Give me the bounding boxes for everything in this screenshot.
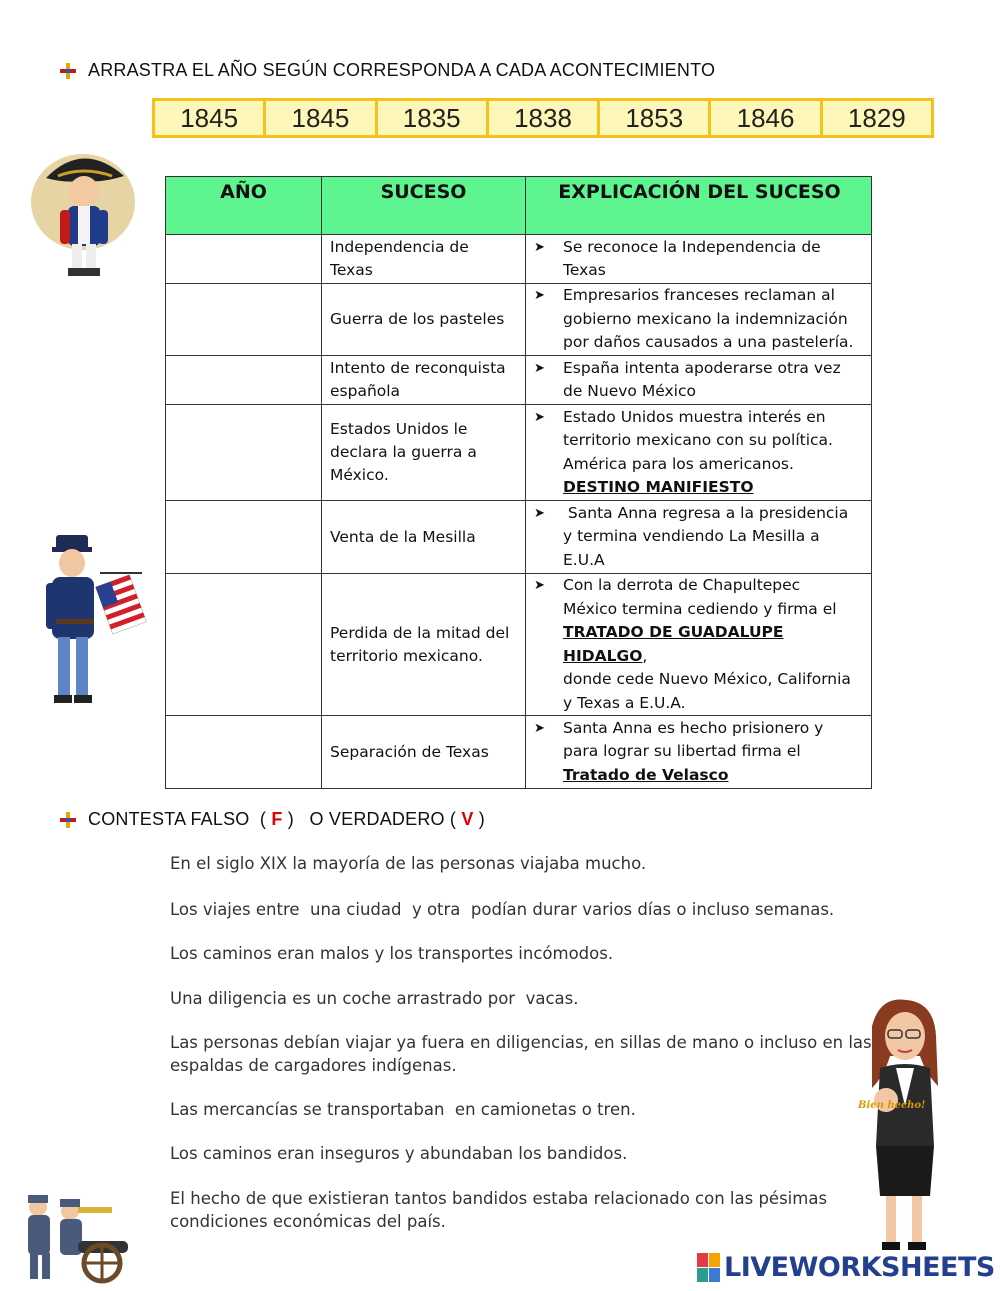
- year-drop-zone[interactable]: [166, 405, 322, 501]
- event-line: declara la guerra a: [330, 443, 477, 461]
- arrow-bullet-icon: ➤: [534, 409, 545, 425]
- table-row: [166, 716, 872, 789]
- bullet-icon: [58, 810, 78, 830]
- year-chip[interactable]: 1838: [489, 101, 600, 135]
- explanation-line: España intenta apoderarse otra vez: [563, 358, 841, 377]
- explanation-line: Texas: [563, 261, 606, 279]
- explanation-line: Santa Anna regresa a la presidencia: [563, 503, 849, 522]
- explanation-line: México termina cediendo y firma el: [563, 599, 837, 618]
- table-row: [166, 501, 872, 574]
- event-line: Perdida de la mitad del: [330, 623, 510, 642]
- table-row: [166, 356, 872, 405]
- arrow-bullet-icon: ➤: [534, 720, 545, 736]
- event-line: Separación de Texas: [330, 742, 489, 761]
- explanation-line: Estado Unidos muestra interés en: [563, 407, 826, 426]
- table-header-row: [166, 177, 872, 235]
- table-row: [166, 405, 872, 501]
- event-line: Estados Unidos le: [330, 420, 468, 438]
- explanation-line: Santa Anna es hecho prisionero y: [563, 718, 824, 737]
- soldier-bicorne-illustration: [28, 140, 138, 287]
- explanation-cell: [526, 716, 872, 789]
- arrow-bullet-icon: ➤: [534, 505, 545, 521]
- table-row: [166, 574, 872, 716]
- explanation-line: de Nuevo México: [563, 382, 696, 400]
- event-line: Intento de reconquista: [330, 359, 506, 377]
- instruction-drag-years: [58, 60, 715, 81]
- event-cell: [322, 284, 526, 356]
- event-cell: [322, 716, 526, 789]
- explanation-line: y Texas a E.U.A.: [563, 693, 686, 712]
- explanation-bold-term: TRATADO DE GUADALUPE HIDALGO: [563, 623, 784, 665]
- year-drop-zone[interactable]: [166, 235, 322, 284]
- explanation-line: territorio mexicano con su política.: [563, 431, 833, 449]
- year-drop-zone[interactable]: [166, 501, 322, 574]
- explanation-cell: [526, 356, 872, 405]
- false-label: F: [271, 809, 283, 829]
- year-chip[interactable]: 1845: [266, 101, 377, 135]
- statement[interactable]: El hecho de que existieran tantos bandidos estaba relacionado con las pésimas: [170, 1189, 828, 1208]
- event-cell: [322, 574, 526, 716]
- union-soldier-flag-illustration: [42, 533, 152, 713]
- year-drop-zone[interactable]: [166, 284, 322, 356]
- bullet-icon: [58, 61, 78, 81]
- year-drop-zone[interactable]: [166, 716, 322, 789]
- table-row: [166, 235, 872, 284]
- explanation-line: por daños causados a una pastelería.: [563, 333, 854, 352]
- explanation-line: América para los americanos.: [563, 454, 794, 473]
- statement[interactable]: condiciones económicas del país.: [170, 1212, 446, 1231]
- arrow-bullet-icon: ➤: [534, 239, 545, 255]
- statement[interactable]: Las personas debían viajar ya fuera en diligencias, en sillas de mano o incluso en las: [170, 1033, 872, 1052]
- event-cell: [322, 405, 526, 501]
- event-line: Independencia de: [330, 238, 469, 256]
- events-table: [165, 176, 872, 789]
- event-line: Texas: [330, 261, 373, 279]
- year-bank: [152, 98, 934, 138]
- year-chip[interactable]: 1829: [847, 102, 906, 133]
- statement[interactable]: Los caminos eran inseguros y abundaban los bandidos.: [170, 1144, 628, 1163]
- statement[interactable]: Las mercancías se transportaban en camionetas o tren.: [170, 1100, 636, 1119]
- year-chip[interactable]: 1845: [155, 101, 266, 135]
- instruction-true-false: [58, 809, 485, 830]
- explanation-line: gobierno mexicano la indemnización: [563, 309, 848, 328]
- explanation-bold-term: Tratado de Velasco: [563, 765, 729, 784]
- liveworksheets-logo: [697, 1252, 995, 1283]
- explanation-cell: [526, 501, 872, 574]
- event-line: territorio mexicano.: [330, 646, 483, 665]
- explanation-cell: ➤ Con la derrota de Chapultepec México termina cediendo y firma el TRATADO DE GUADALUPE HIDALGO, donde cede Nuevo México, California y Texas a E.U.A.: [526, 574, 872, 716]
- instruction-text: CONTESTA FALSO (: [88, 809, 272, 829]
- cannon-soldiers-illustration: [18, 1193, 143, 1291]
- event-cell: [322, 501, 526, 574]
- event-line: española: [330, 382, 401, 400]
- explanation-line: Con la derrota de Chapultepec: [563, 576, 801, 594]
- statement[interactable]: Los caminos eran malos y los transportes incómodos.: [170, 944, 614, 963]
- header-event: SUCESO: [322, 177, 526, 235]
- explanation-line: Empresarios franceses reclaman al: [563, 286, 835, 305]
- explanation-cell: [526, 284, 872, 356]
- event-cell: [322, 356, 526, 405]
- arrow-bullet-icon: ➤: [534, 288, 545, 304]
- true-label: V: [461, 809, 474, 829]
- statement[interactable]: Los viajes entre una ciudad y otra podían durar varios días o incluso semanas.: [170, 900, 835, 919]
- header-explanation: EXPLICACIÓN DEL SUCESO: [526, 177, 872, 235]
- explanation-line: y termina vendiendo La Mesilla a: [563, 527, 820, 546]
- event-line: Guerra de los pasteles: [330, 310, 505, 328]
- logo-text: LIVEWORKSHEETS: [724, 1252, 995, 1283]
- liveworksheets-logo-icon: [697, 1253, 721, 1283]
- table-row: [166, 284, 872, 356]
- explanation-line: Se reconoce la Independencia de: [563, 237, 821, 256]
- event-line: Venta de la Mesilla: [330, 527, 476, 546]
- badge-text: Bien hecho!: [858, 1100, 926, 1111]
- instruction-text: ) O VERDADERO (: [282, 809, 462, 829]
- teacher-illustration: [850, 996, 960, 1261]
- year-drop-zone[interactable]: [166, 574, 322, 716]
- year-chip[interactable]: 1846: [711, 101, 822, 135]
- statement[interactable]: En el siglo XIX la mayoría de las personas viajaba mucho.: [170, 854, 647, 873]
- instruction-text: ): [473, 809, 485, 829]
- event-cell: [322, 235, 526, 284]
- year-chip[interactable]: 1835: [378, 101, 489, 135]
- arrow-bullet-icon: ➤: [534, 578, 545, 593]
- explanation-cell: [526, 405, 872, 501]
- statement[interactable]: Una diligencia es un coche arrastrado por vacas.: [170, 989, 579, 1008]
- header-year: AÑO: [166, 177, 322, 235]
- explanation-line: para lograr su libertad firma el: [563, 742, 801, 761]
- statement[interactable]: espaldas de cargadores indígenas.: [170, 1056, 457, 1075]
- year-chip[interactable]: 1853: [600, 101, 711, 135]
- event-line: México.: [330, 466, 389, 484]
- explanation-line: donde cede Nuevo México, California: [563, 670, 851, 688]
- explanation-bold-term: DESTINO MANIFIESTO: [563, 478, 754, 496]
- instruction-text: ARRASTRA EL AÑO SEGÚN CORRESPONDA A CADA ACONTECIMIENTO: [88, 60, 716, 80]
- explanation-line: E.U.A: [563, 550, 605, 569]
- year-drop-zone[interactable]: [166, 356, 322, 405]
- arrow-bullet-icon: ➤: [534, 360, 545, 376]
- explanation-cell: [526, 235, 872, 284]
